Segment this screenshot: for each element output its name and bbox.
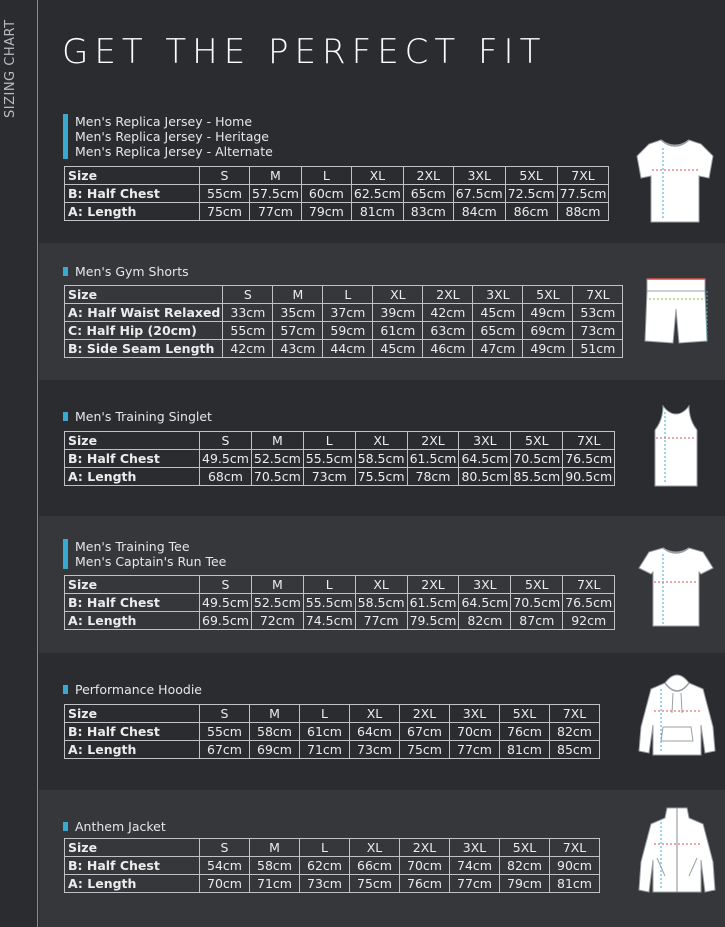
page-title: GET THE PERFECT FIT	[62, 32, 547, 72]
header-cell: L	[303, 576, 355, 594]
cell: 53cm	[573, 304, 623, 322]
cell: 76.5cm	[563, 594, 615, 612]
header-cell: M	[251, 432, 303, 450]
header-cell: M	[250, 839, 300, 857]
header-cell: S	[223, 286, 273, 304]
header-cell: 2XL	[400, 839, 450, 857]
table-header-row	[65, 167, 609, 185]
cell: 79cm	[301, 203, 351, 221]
cell: 68cm	[200, 468, 252, 486]
product-label: Men's Replica Jersey - Heritage	[75, 129, 269, 144]
cell: 66cm	[350, 857, 400, 875]
header-cell: 3XL	[459, 576, 511, 594]
cell: 76cm	[400, 875, 450, 893]
cell: 43cm	[273, 340, 323, 358]
table-row	[65, 741, 600, 759]
cell: 55.5cm	[303, 450, 355, 468]
header-cell: 5XL	[500, 839, 550, 857]
cell: 61cm	[373, 322, 423, 340]
cell: 55.5cm	[303, 594, 355, 612]
table-header-row	[65, 705, 600, 723]
header-cell: 3XL	[453, 167, 505, 185]
header-cell: Size	[65, 705, 200, 723]
cell: 73cm	[350, 741, 400, 759]
header-cell: L	[303, 432, 355, 450]
row-label: C: Half Hip (20cm)	[65, 322, 223, 340]
cell: 45cm	[473, 304, 523, 322]
cell: 81cm	[500, 741, 550, 759]
cell: 72.5cm	[505, 185, 557, 203]
jersey-icon	[635, 134, 715, 226]
header-cell: S	[200, 432, 252, 450]
cell: 35cm	[273, 304, 323, 322]
header-cell: S	[200, 167, 250, 185]
cell: 44cm	[323, 340, 373, 358]
product-labels	[63, 539, 226, 569]
header-cell: XL	[350, 705, 400, 723]
cell: 81cm	[351, 203, 403, 221]
cell: 77cm	[450, 741, 500, 759]
header-cell: 7XL	[563, 576, 615, 594]
product-labels	[63, 114, 273, 159]
header-cell: L	[300, 705, 350, 723]
product-labels	[63, 409, 212, 424]
cell: 71cm	[300, 741, 350, 759]
header-cell: XL	[355, 576, 407, 594]
header-cell: 5XL	[511, 576, 563, 594]
row-label: A: Length	[65, 468, 200, 486]
product-label: Men's Training Tee	[75, 539, 190, 554]
row-label: B: Half Chest	[65, 723, 200, 741]
header-cell: 5XL	[505, 167, 557, 185]
cell: 61.5cm	[407, 594, 459, 612]
cell: 61cm	[300, 723, 350, 741]
product-label: Anthem Jacket	[63, 819, 166, 834]
header-cell: XL	[355, 432, 407, 450]
header-cell: 7XL	[550, 839, 600, 857]
cell: 45cm	[373, 340, 423, 358]
table-row	[65, 468, 615, 486]
cell: 79cm	[500, 875, 550, 893]
product-label: Performance Hoodie	[63, 682, 202, 697]
header-cell: 2XL	[423, 286, 473, 304]
table-header-row	[65, 576, 615, 594]
header-cell: Size	[65, 576, 200, 594]
section-gym-shorts	[39, 243, 725, 380]
cell: 77cm	[250, 203, 302, 221]
cell: 71cm	[250, 875, 300, 893]
cell: 61.5cm	[407, 450, 459, 468]
cell: 55cm	[223, 322, 273, 340]
tee-icon	[637, 542, 715, 630]
cell: 58.5cm	[355, 594, 407, 612]
cell: 92cm	[563, 612, 615, 630]
header-cell: 5XL	[511, 432, 563, 450]
cell: 74.5cm	[303, 612, 355, 630]
cell: 52.5cm	[251, 594, 303, 612]
cell: 85.5cm	[511, 468, 563, 486]
cell: 42cm	[223, 340, 273, 358]
header-cell: S	[200, 576, 252, 594]
cell: 77cm	[355, 612, 407, 630]
header-cell: L	[300, 839, 350, 857]
cell: 78cm	[407, 468, 459, 486]
header-cell: Size	[65, 839, 200, 857]
cell: 49.5cm	[200, 450, 252, 468]
cell: 75cm	[400, 741, 450, 759]
product-label: Men's Replica Jersey - Alternate	[75, 144, 273, 159]
header-cell: 2XL	[403, 167, 453, 185]
singlet-icon	[651, 402, 701, 490]
cell: 77cm	[450, 875, 500, 893]
header-cell: 2XL	[407, 432, 459, 450]
table-header-row	[65, 839, 600, 857]
cell: 72cm	[251, 612, 303, 630]
cell: 69cm	[250, 741, 300, 759]
cell: 73cm	[303, 468, 355, 486]
cell: 57.5cm	[250, 185, 302, 203]
cell: 55cm	[200, 185, 250, 203]
product-labels	[63, 682, 202, 697]
cell: 84cm	[453, 203, 505, 221]
size-table	[64, 166, 609, 221]
size-table	[64, 285, 623, 358]
header-cell: 3XL	[459, 432, 511, 450]
cell: 70cm	[200, 875, 250, 893]
header-cell: Size	[65, 432, 200, 450]
header-cell: XL	[373, 286, 423, 304]
row-label: B: Half Chest	[65, 185, 200, 203]
cell: 54cm	[200, 857, 250, 875]
cell: 33cm	[223, 304, 273, 322]
header-cell: 7XL	[563, 432, 615, 450]
row-label: A: Length	[65, 612, 200, 630]
cell: 58cm	[250, 857, 300, 875]
cell: 88cm	[557, 203, 609, 221]
cell: 70.5cm	[511, 450, 563, 468]
row-label: A: Length	[65, 203, 200, 221]
cell: 58.5cm	[355, 450, 407, 468]
header-cell: M	[250, 705, 300, 723]
cell: 77.5cm	[557, 185, 609, 203]
section-performance-hoodie	[39, 653, 725, 790]
cell: 80.5cm	[459, 468, 511, 486]
cell: 82cm	[459, 612, 511, 630]
header-cell: 7XL	[557, 167, 609, 185]
row-label: A: Half Waist Relaxed	[65, 304, 223, 322]
cell: 67.5cm	[453, 185, 505, 203]
product-label: Men's Training Singlet	[63, 409, 212, 424]
product-label: Men's Captain's Run Tee	[75, 554, 227, 569]
cell: 67cm	[400, 723, 450, 741]
cell: 82cm	[550, 723, 600, 741]
cell: 49.5cm	[200, 594, 252, 612]
cell: 73cm	[573, 322, 623, 340]
header-cell: Size	[65, 286, 223, 304]
header-cell: 7XL	[573, 286, 623, 304]
side-strip	[0, 0, 38, 927]
section-replica-jersey	[39, 100, 725, 243]
table-row	[65, 857, 600, 875]
cell: 65cm	[403, 185, 453, 203]
table-row	[65, 340, 623, 358]
section-training-tee	[39, 516, 725, 653]
cell: 51cm	[573, 340, 623, 358]
header-cell: M	[250, 167, 302, 185]
cell: 82cm	[500, 857, 550, 875]
cell: 69.5cm	[200, 612, 252, 630]
cell: 76.5cm	[563, 450, 615, 468]
product-labels	[63, 819, 166, 834]
cell: 69cm	[523, 322, 573, 340]
row-label: B: Half Chest	[65, 594, 200, 612]
row-label: A: Length	[65, 875, 200, 893]
header-cell: S	[200, 705, 250, 723]
header-cell: M	[273, 286, 323, 304]
table-row	[65, 185, 609, 203]
size-table	[64, 575, 615, 630]
side-label: SIZING CHART	[3, 19, 18, 118]
shorts-icon	[641, 275, 711, 347]
table-row	[65, 723, 600, 741]
table-row	[65, 594, 615, 612]
cell: 76cm	[500, 723, 550, 741]
table-row	[65, 304, 623, 322]
table-row	[65, 203, 609, 221]
cell: 49cm	[523, 340, 573, 358]
cell: 52.5cm	[251, 450, 303, 468]
header-cell: 3XL	[450, 839, 500, 857]
cell: 63cm	[423, 322, 473, 340]
product-label: Men's Replica Jersey - Home	[75, 114, 253, 129]
header-cell: 2XL	[407, 576, 459, 594]
header-cell: 7XL	[550, 705, 600, 723]
size-table	[64, 704, 600, 759]
header-cell: 3XL	[473, 286, 523, 304]
cell: 70.5cm	[511, 594, 563, 612]
cell: 75cm	[350, 875, 400, 893]
cell: 47cm	[473, 340, 523, 358]
table-header-row	[65, 286, 623, 304]
cell: 57cm	[273, 322, 323, 340]
table-row	[65, 612, 615, 630]
cell: 46cm	[423, 340, 473, 358]
cell: 62cm	[300, 857, 350, 875]
cell: 75.5cm	[355, 468, 407, 486]
row-label: A: Length	[65, 741, 200, 759]
cell: 39cm	[373, 304, 423, 322]
table-row	[65, 322, 623, 340]
header-cell: S	[200, 839, 250, 857]
header-cell: 3XL	[450, 705, 500, 723]
cell: 49cm	[523, 304, 573, 322]
section-anthem-jacket	[39, 790, 725, 927]
header-cell: XL	[351, 167, 403, 185]
header-cell: XL	[350, 839, 400, 857]
product-labels	[63, 264, 189, 279]
jacket-icon	[637, 802, 717, 896]
cell: 87cm	[511, 612, 563, 630]
cell: 81cm	[550, 875, 600, 893]
header-cell: 2XL	[400, 705, 450, 723]
cell: 90cm	[550, 857, 600, 875]
size-table	[64, 838, 600, 893]
cell: 86cm	[505, 203, 557, 221]
row-label: B: Half Chest	[65, 857, 200, 875]
cell: 75cm	[200, 203, 250, 221]
cell: 59cm	[323, 322, 373, 340]
cell: 70cm	[450, 723, 500, 741]
header-cell: 5XL	[523, 286, 573, 304]
row-label: B: Side Seam Length	[65, 340, 223, 358]
header-cell: L	[301, 167, 351, 185]
cell: 70.5cm	[251, 468, 303, 486]
cell: 58cm	[250, 723, 300, 741]
cell: 73cm	[300, 875, 350, 893]
table-row	[65, 450, 615, 468]
cell: 65cm	[473, 322, 523, 340]
cell: 64.5cm	[459, 594, 511, 612]
header-cell: L	[323, 286, 373, 304]
cell: 55cm	[200, 723, 250, 741]
cell: 83cm	[403, 203, 453, 221]
row-label: B: Half Chest	[65, 450, 200, 468]
cell: 67cm	[200, 741, 250, 759]
cell: 64.5cm	[459, 450, 511, 468]
cell: 85cm	[550, 741, 600, 759]
cell: 62.5cm	[351, 185, 403, 203]
cell: 60cm	[301, 185, 351, 203]
cell: 70cm	[400, 857, 450, 875]
header-cell: M	[251, 576, 303, 594]
table-row	[65, 875, 600, 893]
cell: 42cm	[423, 304, 473, 322]
cell: 90.5cm	[563, 468, 615, 486]
product-label: Men's Gym Shorts	[63, 264, 189, 279]
cell: 64cm	[350, 723, 400, 741]
cell: 74cm	[450, 857, 500, 875]
cell: 79.5cm	[407, 612, 459, 630]
cell: 37cm	[323, 304, 373, 322]
section-training-singlet	[39, 380, 725, 516]
size-table	[64, 431, 615, 486]
header-cell: Size	[65, 167, 200, 185]
header-cell: 5XL	[500, 705, 550, 723]
hoodie-icon	[637, 667, 717, 759]
table-header-row	[65, 432, 615, 450]
